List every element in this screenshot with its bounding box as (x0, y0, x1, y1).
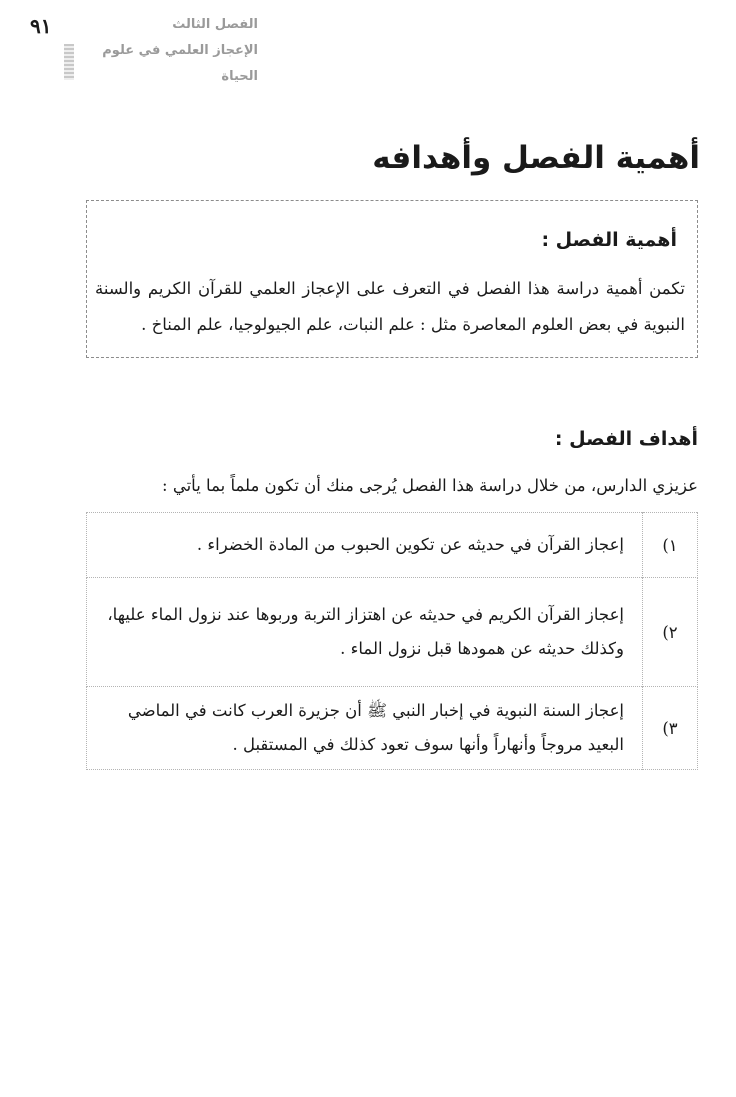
page-number: ٩١ (30, 14, 52, 38)
goal-row (87, 513, 698, 578)
importance-box (86, 200, 698, 358)
page-title: أهمية الفصل وأهدافه (372, 140, 700, 176)
goal-number: ٣) (643, 687, 698, 770)
chapter-subject: الإعجاز العلمي في علوم الحياة (102, 43, 258, 84)
goals-intro: عزيزي الدارس، من خلال دراسة هذا الفصل يُرجى منك أن تكون ملماً بما يأتي : (162, 476, 698, 495)
header-decoration-bar (64, 44, 74, 80)
goal-text: إعجاز السنة النبوية في إخبار النبي ﷺ أن جزيرة العرب كانت في الماضي البعيد مروجاً وأنهاراً وأنها سوف تعود كذلك في المستقبل . (87, 687, 643, 770)
running-header (68, 12, 258, 90)
goals-heading: أهداف الفصل : (554, 428, 698, 450)
goal-row (87, 578, 698, 687)
goal-text: إعجاز القرآن الكريم في حديثه عن اهتزاز التربة وربوها عند نزول الماء عليها، وكذلك حديثه عن همودها قبل نزول الماء . (87, 578, 643, 687)
chapter-label: الفصل الثالث (172, 17, 258, 32)
goal-row (87, 687, 698, 770)
importance-text: تكمن أهمية دراسة هذا الفصل في التعرف على الإعجاز العلمي للقرآن الكريم والسنة النبوية في بعض العلوم المعاصرة مثل : علم النبات، علم الجيولوجيا، علم المناخ . (95, 279, 685, 334)
importance-heading: أهمية الفصل : (541, 229, 677, 251)
goal-number: ١) (643, 513, 698, 578)
goals-table (86, 512, 698, 770)
goal-number: ٢) (643, 578, 698, 687)
goal-text: إعجاز القرآن في حديثه عن تكوين الحبوب من المادة الخضراء . (87, 513, 643, 578)
